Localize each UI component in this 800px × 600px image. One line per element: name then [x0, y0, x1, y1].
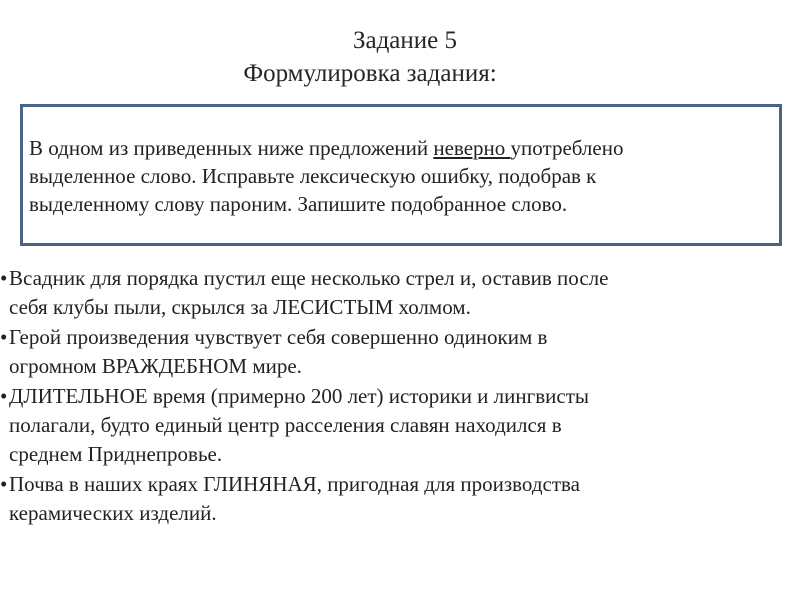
sentence-2-line-2: огромном ВРАЖДЕБНОМ мире.	[9, 354, 302, 378]
instruction-line-2: выделенное слово. Исправьте лексическую ошибку, подобрав к	[29, 164, 597, 188]
bullet-icon: •	[0, 325, 8, 349]
task-instruction-box	[20, 104, 782, 246]
sentence-list	[0, 264, 800, 529]
sentence-1-line-2: себя клубы пыли, скрылся за ЛЕСИСТЫМ холмом.	[9, 295, 471, 319]
sentence-item-3	[0, 382, 800, 469]
sentence-2-line-1: Герой произведения чувствует себя совершенно одиноким в	[9, 325, 548, 349]
sentence-item-2	[0, 323, 800, 381]
bullet-icon: •	[0, 384, 8, 408]
task-wording-heading: Формулировка задания:	[243, 60, 497, 87]
slide-title	[0, 24, 800, 90]
instruction-underlined-word: неверно	[433, 136, 511, 160]
instruction-text-part2: употреблено	[510, 136, 624, 160]
task-number-title: Задание 5	[352, 27, 458, 54]
instruction-text-part1: В одном из приведенных ниже предложений	[29, 136, 434, 160]
bullet-icon: •	[0, 472, 8, 496]
sentence-1-line-1: Всадник для порядка пустил еще несколько стрел и, оставив после	[9, 266, 609, 290]
sentence-4-line-2: керамических изделий.	[9, 501, 217, 525]
sentence-item-1	[0, 264, 800, 322]
bullet-icon: •	[0, 266, 8, 290]
task-instruction-text	[29, 134, 789, 218]
instruction-line-1	[29, 134, 789, 162]
sentence-3-line-1: ДЛИТЕЛЬНОЕ время (примерно 200 лет) историки и лингвисты	[9, 384, 590, 408]
sentence-item-4	[0, 470, 800, 528]
instruction-line-3: выделенному слову пароним. Запишите подобранное слово.	[29, 192, 568, 216]
sentence-3-line-2: полагали, будто единый центр расселения славян находился в	[9, 413, 562, 437]
sentence-3-line-3: среднем Приднепровье.	[9, 442, 223, 466]
sentence-4-line-1: Почва в наших краях ГЛИНЯНАЯ, пригодная для производства	[9, 472, 580, 496]
